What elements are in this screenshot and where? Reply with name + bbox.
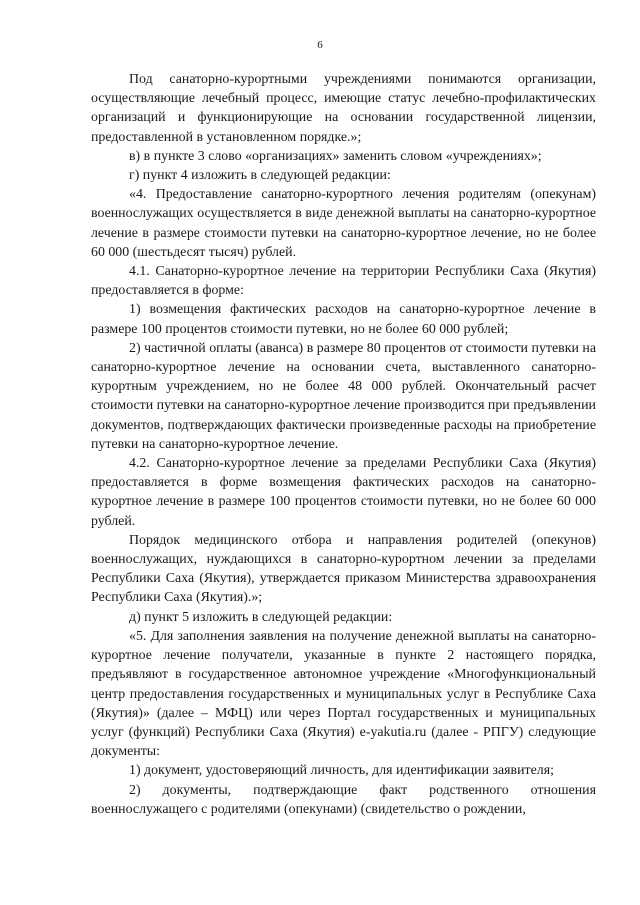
paragraph: в) в пункте 3 слово «организациях» заменить словом «учреждениях»; bbox=[129, 148, 542, 164]
paragraph: 2) частичной оплаты (аванса) в размере 80 процентов от стоимости путевки на санаторно-курортное лечение на основании счета, выставленного санаторно-курортным учреждением, но не более 48 000 рублей. Окончательный расчет стоимости путевки на санаторно-курортное лечение производится при предъявлении документов, подтверждающих фактически произведенные расходы на приобретение путевки на санаторно-курортное лечение. bbox=[91, 340, 596, 452]
paragraph: 1) документ, удостоверяющий личность, для идентификации заявителя; bbox=[129, 763, 554, 779]
paragraph: 2) документы, подтверждающие факт родственного отношения военнослужащего с родителями (опекунами) (свидетельство о рождении, bbox=[91, 782, 596, 817]
page-number: 6 bbox=[317, 39, 323, 51]
paragraph: Порядок медицинского отбора и направления родителей (опекунов) военнослужащих, нуждающихся в санаторно-курортном лечении за пределами Республики Саха (Якутия), утверждается приказом Министерства здравоохранения Республики Саха (Якутия).»; bbox=[91, 532, 596, 606]
paragraph: д) пункт 5 изложить в следующей редакции: bbox=[129, 609, 393, 625]
paragraph: Под санаторно-курортными учреждениями понимаются организации, осуществляющие лечебный процесс, имеющие статус лечебно-профилактических организаций и функционирующие на основании государственной лицензии, предоставленной в установленном порядке.»; bbox=[91, 72, 596, 145]
paragraph: «5. Для заполнения заявления на получение денежной выплаты на санаторно-курортное лечение получатели, указанные в пункте 2 настоящего порядка, предъявляют в государственное автономное учреждение «Многофункциональный центр предоставления государственных и муниципальных услуг в Республике Саха (Якутия)» (далее – МФЦ) или через Портал государственных и муниципальных услуг (функций) Республики Саха (Якутия) e-yakutia.ru (далее - РПГУ) следующие документы: bbox=[91, 628, 596, 760]
paragraph: г) пункт 4 изложить в следующей редакции: bbox=[129, 168, 391, 184]
paragraph: «4. Предоставление санаторно-курортного лечения родителям (опекунам) военнослужащих осуществляется в виде денежной выплаты на санаторно-курортное лечение в размере стоимости путевки на санаторно-курортное лечение, но не более 60 000 (шестьдесят тысяч) рублей. bbox=[91, 187, 596, 260]
paragraph: 1) возмещения фактических расходов на санаторно-курортное лечение в размере 100 процентов стоимости путевки, но не более 60 000 рублей; bbox=[91, 302, 596, 337]
document-body bbox=[91, 70, 596, 819]
paragraph: 4.2. Санаторно-курортное лечение за пределами Республики Саха (Якутия) предоставляется в форме возмещения фактических расходов на санаторно-курортное лечение в размере 100 процентов стоимости путевки, но не более 60 000 рублей. bbox=[91, 456, 596, 529]
paragraph: 4.1. Санаторно-курортное лечение на территории Республики Саха (Якутия) предоставляется в форме: bbox=[91, 264, 596, 299]
